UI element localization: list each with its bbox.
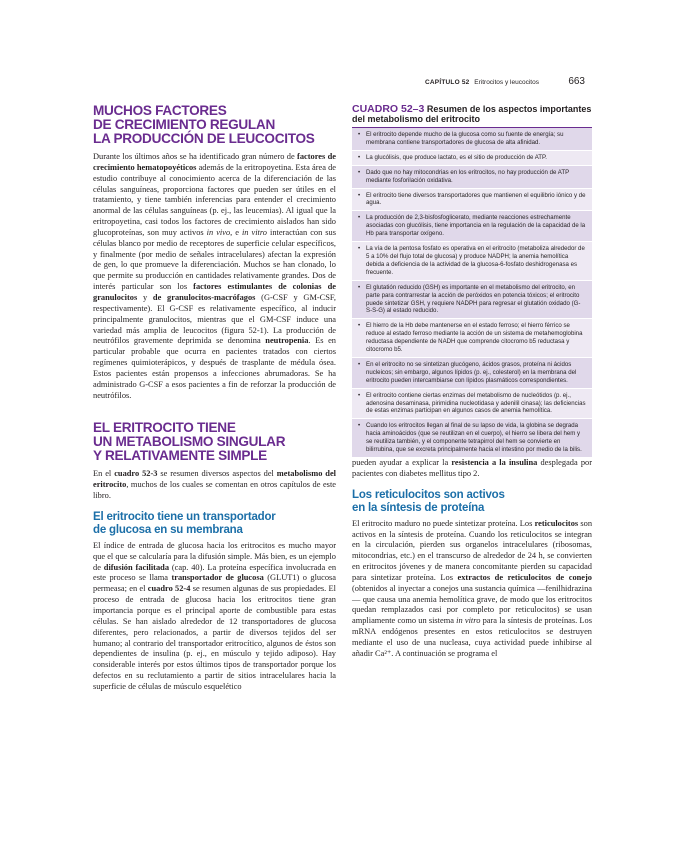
title-line: MUCHOS FACTORES bbox=[93, 103, 227, 118]
summary-table bbox=[352, 127, 592, 458]
table-item: • El eritrocito depende mucho de la glucosa como su fuente de energía; su membrana contiene transportadores de glucosa de alta afinidad. bbox=[352, 128, 592, 151]
title-line: Y RELATIVAMENTE SIMPLE bbox=[93, 448, 267, 464]
table-item: • La glucólisis, que produce lactato, es el sitio de producción de ATP. bbox=[352, 151, 592, 166]
table-item: • Cuando los eritrocitos llegan al final de su lapso de vida, la globina se degrada hacia aminoácidos (que se reutilizan en el cuerpo), el hierro se libera del hem y se reutiliza también, y el componente tetrapirrol del hem se convierte en bilirrubina, que se excreta principalmente hacia el intestino por medio de la bilis. bbox=[352, 419, 592, 458]
page-number: 663 bbox=[568, 76, 585, 87]
title-line: El eritrocito tiene un transportador bbox=[93, 510, 276, 523]
table-item: • El glutatión reducido (GSH) es importante en el metabolismo del eritrocito, en parte para contrarrestar la acción de peróxidos en potencia tóxicos; el eritrocito puede sintetizar GSH, y requiere NADPH para regresar el glutatión oxidado (G-S-S-G) al estado reducido. bbox=[352, 281, 592, 320]
table-item: • La vía de la pentosa fosfato es operativa en el eritrocito (metaboliza alrededor de 5 a 10% del flujo total de glucosa) y produce NADPH; la anemia hemolítica debida a deficiencia de la actividad de la glucosa-6-fosfato deshidrogenasa es frecuente. bbox=[352, 242, 592, 281]
table-item: • El eritrocito tiene diversos transportadores que mantienen el equilibrio iónico y de agua. bbox=[352, 189, 592, 212]
table-item: • La producción de 2,3-bisfosfoglicerato, mediante reacciones estrechamente asociadas con glucólisis, tiene importancia en la regulación de la capacidad de la Hb para transportar oxígeno. bbox=[352, 211, 592, 242]
table-item: • Dado que no hay mitocondrias en los eritrocitos, no hay producción de ATP mediante fosforilación oxidativa. bbox=[352, 166, 592, 189]
paragraph-growth-factors: Durante los últimos años se ha identificado gran número de factores de crecimiento hematopoyéticos además de la eritropoyetina. Esta área de estudio contribuye al conocimiento acerca de la diferenciación de las células sanguíneas, proporciona factores que pueden ser útiles en el tratamiento, y tiene también inferencias para entender el crecimiento anormal de las células sanguíneas (p. ej., las leucemias). Al igual que la eritropoyetina, casi todos los factores de crecimiento aislados han sido glucoproteínas, son muy activos in vivo, e in vitro interactúan con sus células blanco por medio de receptores de superficie celular específicos, y finalmente (por medio de señales intracelulares) afectan la expresión de gen, lo que promueve la diferenciación. Muchos se han clonado, lo que permite su producción en cantidades relativamente grandes. Dos de interés particular son los factores estimulantes de colonias de granulocitos y de granulocitos-macrófagos (G-CSF y GM-CSF, respectivamente). El G-CSF es relativamente específico, al inducir principalmente granulocitos, mientras que el GM-CSF induce una variedad más amplia de leucocitos (figura 52-1). La producción de neutrófilos gravemente deprimida se denomina neutropenia. Es en particular probable que ocurra en pacientes tratados con ciertos regímenes quimioterápicos, y después de trasplante de médula ósea. Estos pacientes están propensos a infecciones abrumadoras. Se ha administrado G-CSF a esos pacientes a fin de reforzar la producción de neutrófilos. bbox=[93, 152, 337, 400]
title-line: LA PRODUCCIÓN DE LEUCOCITOS bbox=[93, 131, 315, 146]
chapter-title: Eritrocitos y leucocitos bbox=[474, 79, 539, 86]
title-line: DE CRECIMIENTO REGULAN bbox=[93, 117, 275, 132]
title-line: EL ERITROCITO TIENE bbox=[93, 420, 236, 436]
table-title-line: Resumen de los aspectos importantes bbox=[426, 104, 592, 114]
table-item: • El eritrocito contiene ciertas enzimas del metabolismo de nucleótidos (p. ej., adenosina desaminasa, pirimidina nucleotidasa y adenilil cinasa); las deficiencias de estas enzimas participan en algunos casos de anemia hemolítica. bbox=[352, 389, 592, 420]
section-title-growth-factors bbox=[93, 104, 336, 146]
table-title bbox=[352, 104, 592, 124]
running-header bbox=[425, 76, 585, 87]
paragraph-erythrocyte-metabolism: En el cuadro 52-3 se resumen diversos aspectos del metabolismo del eritrocito, muchos de los cuales se comentan en otros capítulos de este libro. bbox=[93, 469, 337, 501]
title-line: de glucosa en su membrana bbox=[93, 523, 243, 536]
subsection-title-glucose-transporter bbox=[93, 511, 336, 537]
left-column bbox=[93, 104, 336, 693]
table-title-line: del metabolismo del eritrocito bbox=[352, 114, 481, 124]
chapter-label: CAPÍTULO 52 bbox=[425, 79, 470, 86]
paragraph-continuation: pueden ayudar a explicar la resistencia a la insulina desplegada por pacientes con diabetes mellitus tipo 2. bbox=[352, 458, 592, 478]
title-line: UN METABOLISMO SINGULAR bbox=[93, 434, 286, 450]
paragraph-glucose-transporter: El índice de entrada de glucosa hacia los eritrocitos es mucho mayor que el que se calcularía para la difusión simple. Más bien, es un ejemplo de difusión facilitada (cap. 40). La proteína específica involucrada en este proceso se llama transportador de glucosa (GLUT1) o glucosa permeasa; en el cuadro 52-4 se resumen algunas de sus propiedades. El proceso de entrada de glucosa hacia los eritrocitos tiene gran importancia porque es el principal aporte de combustible para estas células. Se han aislado alrededor de 12 transportadores de glucosa diferentes, pero relacionados, a partir de diversos tejidos del ser humano; al contrario del transportador eritrocítico, algunos de éstos son dependientes de insulina (p. ej., en músculo y tejido adiposo). Hay considerable interés por estos últimos tipos de transportador porque los defectos en su reclutamiento a partir de sitios intracelulares hacia la superficie de células de músculo esquelético bbox=[93, 540, 337, 691]
title-line: Los reticulocitos son activos bbox=[352, 488, 505, 501]
paragraph-reticulocytes: El eritrocito maduro no puede sintetizar proteína. Los reticulocitos son activos en la síntesis de proteína. Cuando los reticulocitos se integran en la circulación, pierden sus organelos intracelulares (ribosomas, mitocondrias, etc.) en el transcurso de alrededor de 24 h, se convierten en eritrocitos jóvenes y de manera concomitante pierden su capacidad para sintetizar proteína. Los extractos de reticulocitos de conejo (obtenidos al inyectar a conejos una sustancia química —fenilhidrazina— que causa una anemia hemolítica grave, de modo que los eritrocitos quedan remplazados casi por completo por reticulocitos) se usan ampliamente como un sistema in vitro para la síntesis de proteínas. Los mRNA endógenos presentes en estos reticulocitos se destruyen mediante el uso de una nucleasa, cuya actividad puede inhibirse al añadir Ca²⁺. A continuación se programa el bbox=[352, 518, 593, 658]
title-line: en la síntesis de proteína bbox=[352, 501, 485, 514]
right-column bbox=[352, 104, 592, 660]
subsection-title-reticulocytes bbox=[352, 489, 592, 515]
table-number: CUADRO 52–3 bbox=[352, 103, 425, 115]
table-item: • El hierro de la Hb debe mantenerse en el estado ferroso; el hierro férrico se reduce al estado ferroso mediante la acción de un sistema de metahemoglobina reductasa dependiente de NADH que comprende citocromo b5 reductasa y citocromo b5. bbox=[352, 319, 592, 358]
section-title-erythrocyte-metabolism bbox=[93, 421, 336, 463]
table-item: • En el eritrocito no se sintetizan glucógeno, ácidos grasos, proteína ni ácidos nucleicos; sin embargo, algunos lípidos (p. ej., colesterol) en la membrana del eritrocito pueden intercambiarse con lípidos plasmáticos correspondientes. bbox=[352, 358, 592, 389]
